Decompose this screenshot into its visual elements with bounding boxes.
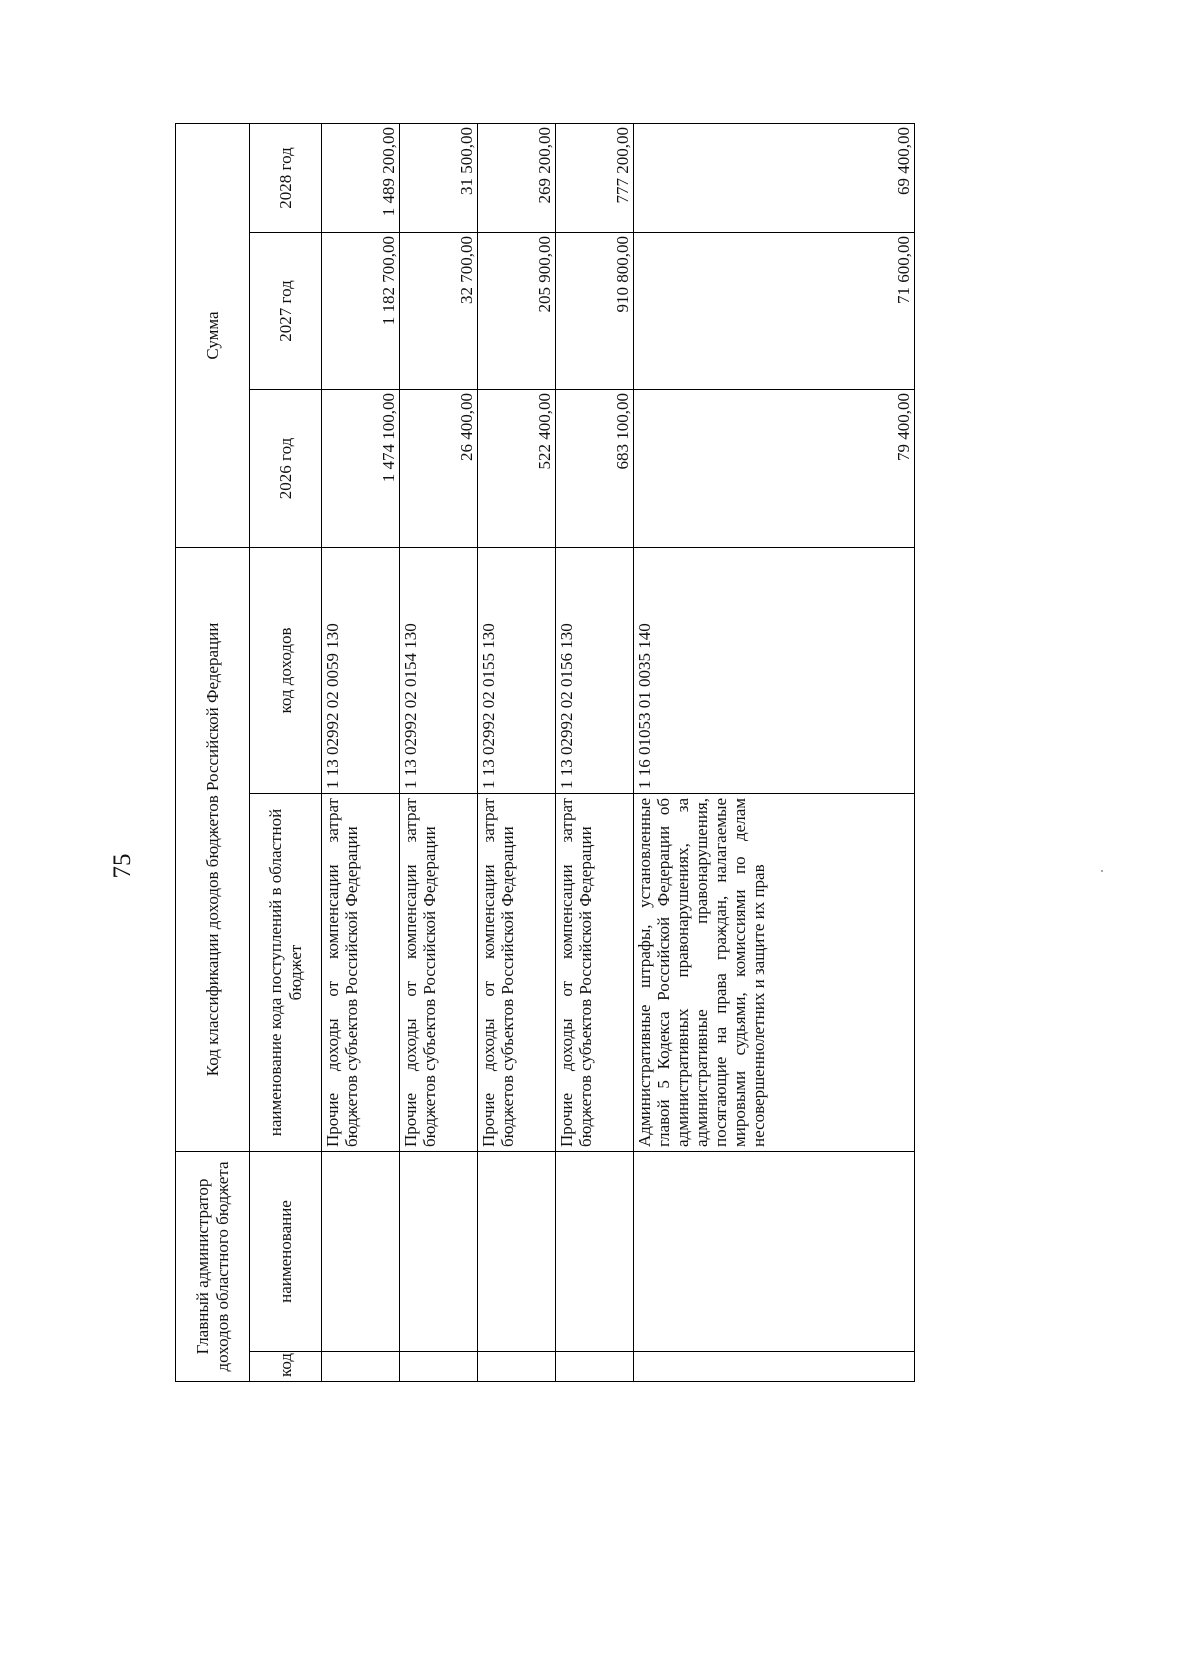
row-value-2026: 1 474 100,00 [322, 389, 400, 547]
row-income-name: Административные штрафы, установленные главой 5 Кодекса Российской Федерации об административных правонарушениях, за административные правонарушения, посягающие на права граждан, налагаемые мировыми судьями, комиссиями по делам несовершеннолетних и защите их прав [634, 794, 915, 1152]
header-admin-group: Главный администратор доходов областного бюджета [176, 1152, 250, 1382]
table-row [478, 123, 556, 1381]
rotated-table-wrapper [175, 124, 915, 1382]
header-income-name: наименование кода поступлений в областной бюджет [250, 794, 322, 1152]
budget-income-table [175, 123, 915, 1382]
row-value-2028: 777 200,00 [556, 123, 634, 232]
row-value-2028: 69 400,00 [634, 123, 915, 232]
row-value-2028: 31 500,00 [400, 123, 478, 232]
row-value-2026: 79 400,00 [634, 389, 915, 547]
row-income-code: 1 13 02992 02 0059 130 [322, 547, 400, 793]
row-income-code: 1 16 01053 01 0035 140 [634, 547, 915, 793]
row-code [634, 1352, 915, 1382]
row-name [478, 1152, 556, 1352]
row-income-code: 1 13 02992 02 0154 130 [400, 547, 478, 793]
row-name [556, 1152, 634, 1352]
header-income-code: код доходов [250, 547, 322, 793]
table-row [634, 123, 915, 1381]
table-row [400, 123, 478, 1381]
header-code: код [250, 1352, 322, 1382]
row-name [400, 1152, 478, 1352]
row-value-2027: 71 600,00 [634, 232, 915, 389]
table-row [556, 123, 634, 1381]
header-year-2027: 2027 год [250, 232, 322, 389]
row-value-2026: 26 400,00 [400, 389, 478, 547]
row-income-name: Прочие доходы от компенсации затрат бюджетов субъектов Российской Федерации [556, 794, 634, 1152]
row-code [400, 1352, 478, 1382]
row-code [322, 1352, 400, 1382]
row-income-name: Прочие доходы от компенсации затрат бюджетов субъектов Российской Федерации [478, 794, 556, 1152]
row-income-code: 1 13 02992 02 0155 130 [478, 547, 556, 793]
header-name: наименование [250, 1152, 322, 1352]
row-income-name: Прочие доходы от компенсации затрат бюджетов субъектов Российской Федерации [400, 794, 478, 1152]
row-name [322, 1152, 400, 1352]
row-income-code: 1 13 02992 02 0156 130 [556, 547, 634, 793]
header-classification-group: Код классификации доходов бюджетов Российской Федерации [176, 547, 250, 1151]
scan-speck [1101, 870, 1103, 872]
row-value-2027: 205 900,00 [478, 232, 556, 389]
header-year-2026: 2026 год [250, 389, 322, 547]
row-value-2026: 522 400,00 [478, 389, 556, 547]
row-value-2027: 910 800,00 [556, 232, 634, 389]
table-row [322, 123, 400, 1381]
row-value-2028: 1 489 200,00 [322, 123, 400, 232]
header-year-2028: 2028 год [250, 123, 322, 232]
header-sum-group: Сумма [176, 123, 250, 547]
row-value-2027: 1 182 700,00 [322, 232, 400, 389]
row-income-name: Прочие доходы от компенсации затрат бюджетов субъектов Российской Федерации [322, 794, 400, 1152]
row-name [634, 1152, 915, 1352]
row-value-2027: 32 700,00 [400, 232, 478, 389]
page-number: 75 [109, 853, 136, 879]
row-code [556, 1352, 634, 1382]
row-value-2028: 269 200,00 [478, 123, 556, 232]
row-value-2026: 683 100,00 [556, 389, 634, 547]
row-code [478, 1352, 556, 1382]
